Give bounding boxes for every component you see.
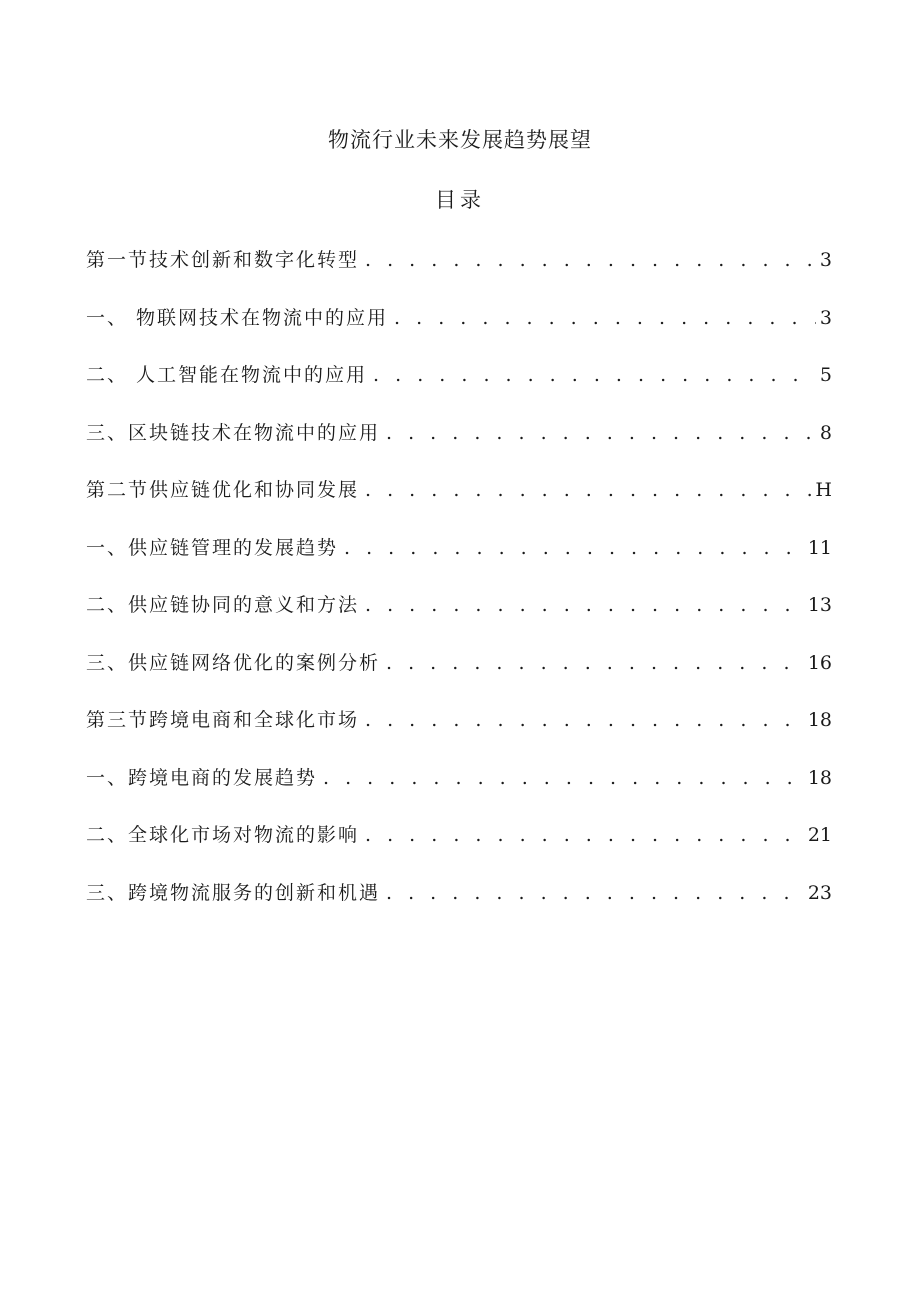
toc-entry-label: 第三节跨境电商和全球化市场 — [86, 709, 360, 731]
toc-entry[interactable] — [86, 704, 832, 762]
toc-leader-dots — [365, 589, 804, 621]
toc-entry-page: 13 — [807, 594, 832, 616]
toc-entry-label: 三、区块链技术在物流中的应用 — [86, 421, 381, 444]
toc-entry-label: 一、 物联网技术在物流中的应用 — [86, 306, 389, 329]
toc-entry-label: 三、跨境物流服务的创新和机遇 — [86, 881, 381, 904]
toc-entry-page: 8 — [819, 421, 832, 444]
toc-entry-page: 3 — [819, 249, 832, 271]
toc-leader-dots — [394, 302, 816, 334]
toc-leader-dots — [365, 704, 804, 736]
toc-entry-page: 23 — [807, 881, 832, 904]
toc-entry[interactable] — [86, 302, 832, 360]
toc-entry[interactable] — [86, 244, 832, 302]
toc-entry-label: 一、跨境电商的发展趋势 — [86, 766, 318, 789]
toc-entry-page: 16 — [807, 651, 832, 674]
toc-entry[interactable] — [86, 589, 832, 647]
toc-entry-label: 二、全球化市场对物流的影响 — [86, 824, 360, 846]
toc-entry[interactable] — [86, 417, 832, 475]
toc-leader-dots — [386, 877, 804, 909]
toc-heading: 目录 — [435, 188, 485, 212]
toc-entry[interactable] — [86, 359, 832, 417]
document-title: 物流行业未来发展趋势展望 — [328, 128, 592, 152]
toc-entry[interactable] — [86, 762, 832, 820]
toc-leader-dots — [365, 244, 816, 276]
toc-entry-page: 21 — [807, 824, 832, 846]
toc-entry-page: 5 — [819, 364, 832, 386]
toc-leader-dots — [386, 417, 816, 449]
toc-entry-label: 一、供应链管理的发展趋势 — [86, 536, 339, 559]
toc-entry-label: 二、供应链协同的意义和方法 — [86, 594, 360, 616]
toc-leader-dots — [365, 819, 804, 851]
toc-leader-dots — [386, 647, 804, 679]
toc-entry-label: 三、供应链网络优化的案例分析 — [86, 651, 381, 674]
toc-leader-dots — [373, 359, 816, 391]
toc-entry-page: H — [815, 479, 832, 501]
toc-entry-label: 二、 人工智能在物流中的应用 — [86, 364, 368, 386]
toc-entry-label: 第一节技术创新和数字化转型 — [86, 249, 360, 271]
toc-entry-label: 第二节供应链优化和协同发展 — [86, 479, 360, 501]
toc-leader-dots — [344, 532, 804, 564]
toc-entry-page: 18 — [807, 709, 832, 731]
toc-entry[interactable] — [86, 647, 832, 705]
table-of-contents — [86, 244, 832, 934]
toc-entry[interactable] — [86, 819, 832, 877]
toc-entry[interactable] — [86, 474, 832, 532]
toc-leader-dots — [323, 762, 804, 794]
toc-entry[interactable] — [86, 532, 832, 590]
toc-entry-page: 3 — [819, 306, 832, 329]
toc-entry-page: 18 — [807, 766, 832, 789]
toc-entry[interactable] — [86, 877, 832, 935]
toc-entry-page: 11 — [807, 536, 832, 559]
toc-leader-dots — [365, 474, 811, 506]
